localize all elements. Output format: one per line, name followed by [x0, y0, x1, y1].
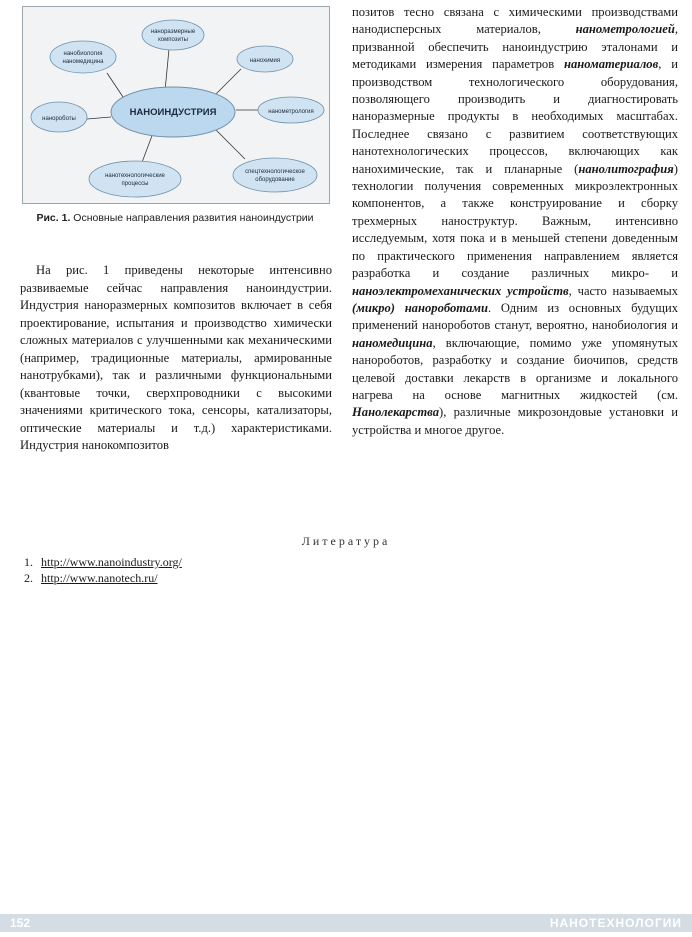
term-nanomedicine: наномедицина	[352, 335, 433, 350]
page-number: 152	[10, 916, 31, 930]
term-nanorobots: (микро) нанороботами	[352, 300, 489, 315]
term-nanolithography: нанолитография	[578, 161, 674, 176]
svg-text:нанобиология	[64, 51, 103, 57]
right-seg-12: , включающие, помимо уже упомянутых нанороботов, разработку и создание биочипов, средств целевой доставки лекарств в организме и локального нагрева на основе магнитных жидкостей (см.	[352, 335, 678, 402]
section-title: НАНОТЕХНОЛОГИИ	[549, 916, 682, 930]
term-nanomaterials: наноматериалов	[564, 57, 659, 72]
right-seg-6: ) технологии получения современных микроэлектронных компонентов, а также конструирование и сборку трехмерных наноструктур. Важным, интенсивно исследуемым, хотя пока и в меньшей степени доведенным по практического применения направлением является разработка и создание различных микро- и	[352, 161, 678, 281]
term-nems: наноэлектромеханических устройств	[352, 283, 569, 298]
node-processes-line1: нанотехнологические	[105, 173, 165, 179]
figure-caption-text: Основные направления развития наноиндустрии	[70, 212, 314, 224]
references-title: Литература	[301, 534, 391, 548]
reference-link-nanotech[interactable]: http://www.nanotech.ru/	[41, 571, 158, 585]
node-equipment-line1: спецтехнологическое	[245, 169, 305, 175]
reference-number: 1.	[24, 555, 33, 569]
node-nanobio-line1: нанобиология	[63, 51, 103, 57]
svg-text:нанотехнологические	[105, 173, 165, 179]
svg-text:нанометрология	[268, 109, 314, 115]
node-nanochemistry-label: нанохимия	[249, 58, 281, 64]
node-nanobio-line2: наномедицина	[62, 59, 104, 65]
svg-text:спецтехнологическое	[245, 169, 305, 175]
right-column-text	[352, 4, 678, 439]
right-seg-0: позитов тесно связана с химическими производствами нанодисперсных материалов,	[352, 5, 678, 37]
center-node-label: НАНОИНДУСТРИЯ	[129, 107, 217, 118]
right-seg-2: , призванной обеспечить наноиндустрию эталонами и методиками измерения параметров	[352, 22, 678, 72]
term-nanometrology: нанометрологией	[575, 22, 675, 37]
node-nanorobots-label: нанороботы	[42, 116, 76, 122]
figure-caption-label: Рис. 1.	[36, 212, 71, 224]
left-column-text: На рис. 1 приведены некоторые интенсивно развиваемые сейчас направления наноиндустрии. Индустрия наноразмерных композитов включает в себя проектирование, испытания и производство химически сложных материалов с улучшенными как механическими (например, традиционные материалы, армированные нанотрубками), так и различными функциональными (квантовые точки, сверхпроводники с высокими значениями критического тока, сенсоры, катализаторы, оптические материалы и т.д.) характеристиками. Индустрия нанокомпозитов	[20, 263, 332, 452]
node-nanometrology-label: нанометрология	[268, 109, 314, 115]
right-seg-8: , часто называемых	[568, 283, 678, 298]
reference-link-nanoindustry[interactable]: http://www.nanoindustry.org/	[41, 555, 182, 569]
diagram-svg	[23, 7, 329, 203]
svg-text:наномедицина	[63, 59, 105, 65]
diagram-figure	[22, 6, 330, 204]
node-processes	[89, 161, 181, 197]
node-nanobio	[50, 41, 116, 73]
right-seg-10: . Одним из основных будущих применений нанороботов станут, вероятно, нанобиология и	[352, 300, 678, 333]
svg-text:композиты	[158, 37, 188, 43]
node-composites	[142, 20, 204, 50]
node-equipment-line2: оборудование	[255, 177, 295, 183]
svg-text:наноразмерные	[151, 29, 196, 35]
node-composites-line2: композиты	[158, 37, 188, 43]
right-seg-14: ), различные микрозондовые установки и устройства и многое другое.	[352, 405, 678, 437]
node-composites-line1: наноразмерные	[150, 29, 196, 35]
svg-text:оборудование	[255, 177, 295, 183]
term-nanodrugs: Нанолекарства	[352, 405, 440, 420]
svg-text:нанороботы	[42, 116, 76, 122]
reference-number: 2.	[24, 571, 33, 585]
svg-text:процессы	[122, 181, 149, 187]
references-list	[24, 554, 182, 586]
figure-caption	[22, 211, 328, 226]
right-seg-4: , и производством технологического оборудования, позволяющего производить и диагностировать наноразмерные продукты в необходимых масштабах. Последнее связано с развитием соответствующих нанотехнологических процессов, включающих как нанохимические, так и планарные (	[352, 57, 678, 176]
node-processes-line2: процессы	[121, 181, 149, 187]
reference-item	[24, 554, 182, 570]
node-equipment	[233, 158, 317, 192]
page-footer	[0, 914, 692, 932]
reference-item	[24, 570, 182, 586]
svg-text:нанохимия	[250, 58, 280, 64]
